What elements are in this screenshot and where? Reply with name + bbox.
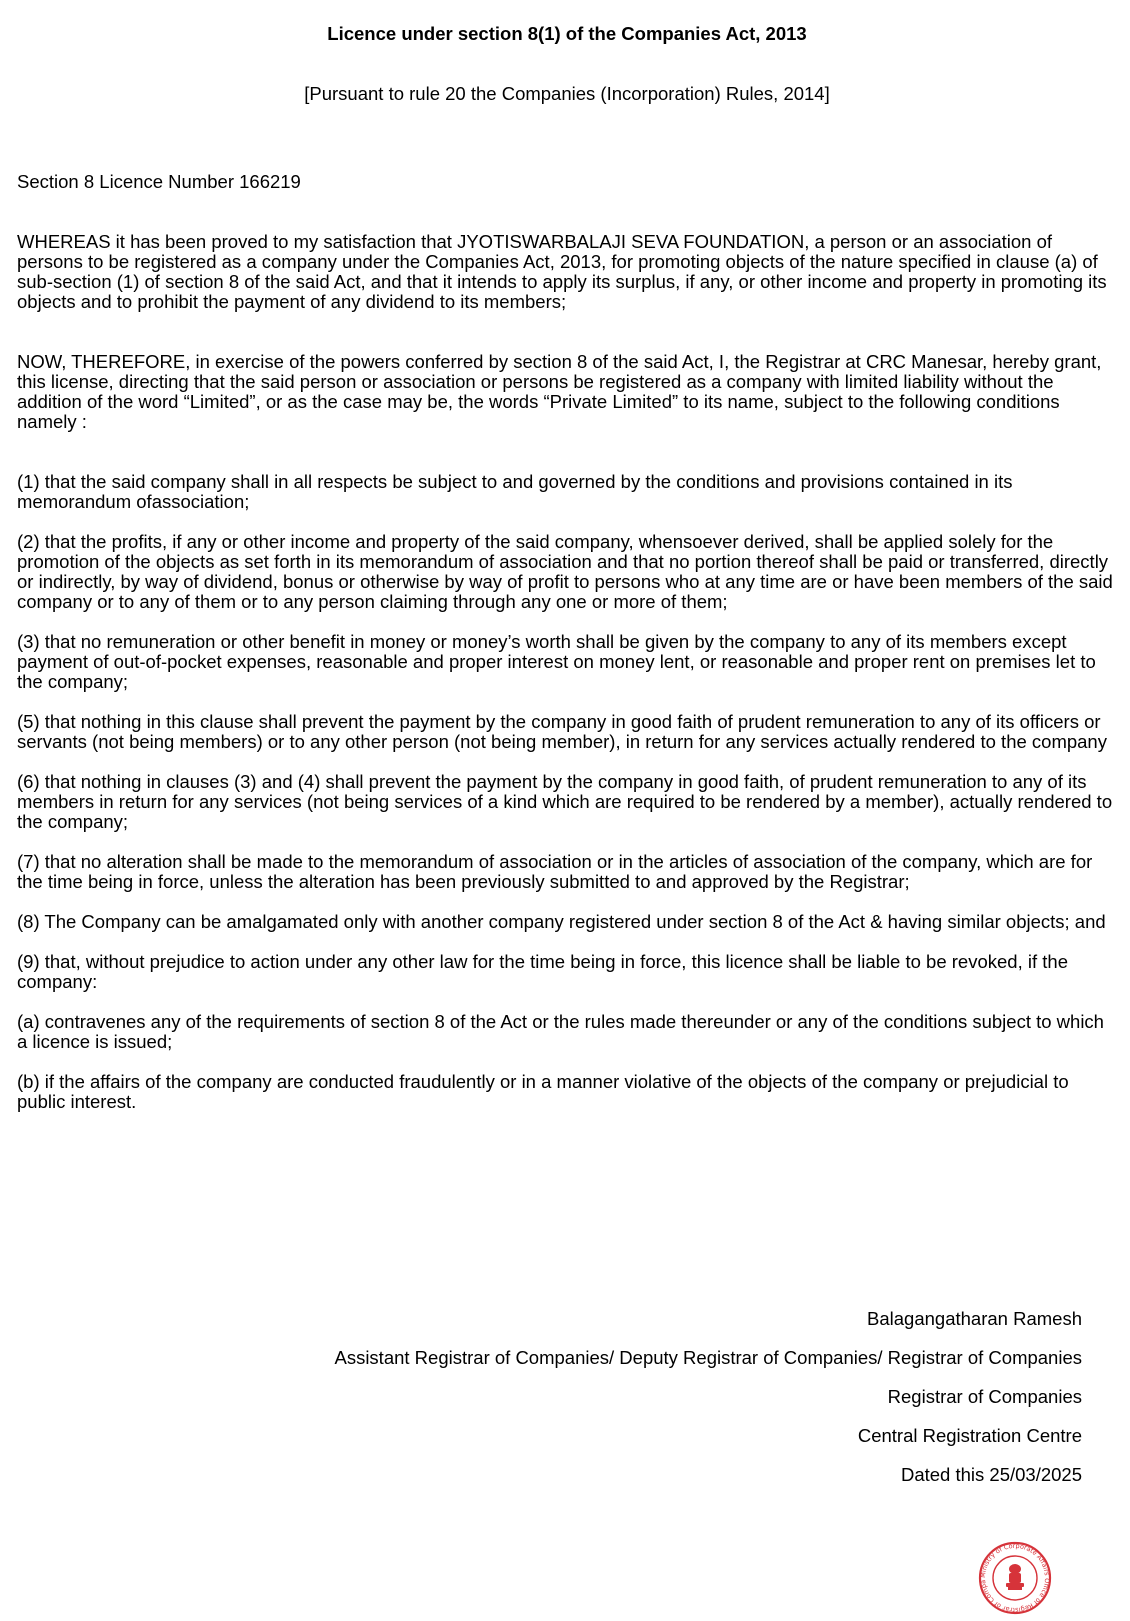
whereas-paragraph: WHEREAS it has been proved to my satisfaction that JYOTISWARBALAJI SEVA FOUNDATION, a person or an association of persons to be registered as a company under the Companies Act, 2013, for promoting objects of the nature specified in clause (a) of sub-section (1) of section 8 of the said Act, and that it intends to apply its surplus, if any, or other income and property in promoting its objects and to prohibit the payment of any dividend to its members;	[17, 231, 1107, 312]
condition-3: (3) that no remuneration or other benefit in money or money’s worth shall be given by the company to any of its members except payment of out-of-pocket expenses, reasonable and proper interest on money lent, or reasonable and proper rent on premises let to the company;	[17, 631, 1096, 692]
signature-date: Dated this 25/03/2025	[900, 1464, 1082, 1485]
seal-inner-text: Office of Registrar of Compa	[979, 1577, 1052, 1615]
condition-1: (1) that the said company shall in all respects be subject to and governed by the conditions and provisions contained in its memorandum ofassociation;	[17, 471, 1013, 512]
now-therefore-paragraph: NOW, THEREFORE, in exercise of the powers conferred by section 8 of the said Act, I, the Registrar at CRC Manesar, hereby grant, this license, directing that the said person or association or persons be registered as a company with limited liability without the addition of the word “Limited”, or as the case may be, the words “Private Limited” to its name, subject to the following conditions namely :	[17, 351, 1102, 432]
condition-2: (2) that the profits, if any or other income and property of the said company, whensoever derived, shall be applied solely for the promotion of the objects as set forth in its memorandum of association and that no portion thereof shall be paid or transferred, directly or indirectly, by way of dividend, bonus or otherwise by way of profit to persons who at any time are or have been members of the said company or to any of them or to any person claiming through any one or more of them;	[17, 531, 1113, 612]
licence-body	[17, 232, 1115, 1112]
condition-b: (b) if the affairs of the company are conducted fraudulently or in a manner violative of the objects of the company or prejudicial to public interest.	[17, 1071, 1069, 1112]
condition-7: (7) that no alteration shall be made to the memorandum of association or in the articles of association of the company, which are for the time being in force, unless the alteration has been previously submitted to and approved by the Registrar;	[17, 851, 1093, 892]
official-seal-icon	[975, 1540, 1061, 1616]
signatory-name: Balagangatharan Ramesh	[867, 1308, 1082, 1329]
signatory-designation: Assistant Registrar of Companies/ Deputy Registrar of Companies/ Registrar of Companies	[334, 1347, 1082, 1368]
document-title: Licence under section 8(1) of the Companies Act, 2013	[327, 23, 807, 44]
seal-outer-text: Ministry of Corporate Affairs	[978, 1541, 1051, 1579]
document-subtitle: [Pursuant to rule 20 the Companies (Incorporation) Rules, 2014]	[304, 83, 830, 104]
condition-6: (6) that nothing in clauses (3) and (4) shall prevent the payment by the company in good faith, of prudent remuneration to any of its members in return for any services (not being services of a kind which are required to be rendered by a member), actually rendered to the company;	[17, 771, 1113, 832]
condition-5: (5) that nothing in this clause shall prevent the payment by the company in good faith of prudent remuneration to any of its officers or servants (not being members) or to any other person (not being member), in return for any services actually rendered to the company	[17, 711, 1107, 752]
condition-8: (8) The Company can be amalgamated only with another company registered under section 8 of the Act & having similar objects; and	[17, 911, 1106, 932]
signatory-centre: Central Registration Centre	[857, 1425, 1082, 1446]
condition-9: (9) that, without prejudice to action under any other law for the time being in force, this licence shall be liable to be revoked, if the company:	[17, 951, 1068, 992]
licence-number: Section 8 Licence Number 166219	[17, 171, 301, 192]
signatory-office: Registrar of Companies	[887, 1386, 1082, 1407]
condition-a: (a) contravenes any of the requirements of section 8 of the Act or the rules made thereunder or any of the conditions subject to which a licence is issued;	[17, 1011, 1104, 1052]
